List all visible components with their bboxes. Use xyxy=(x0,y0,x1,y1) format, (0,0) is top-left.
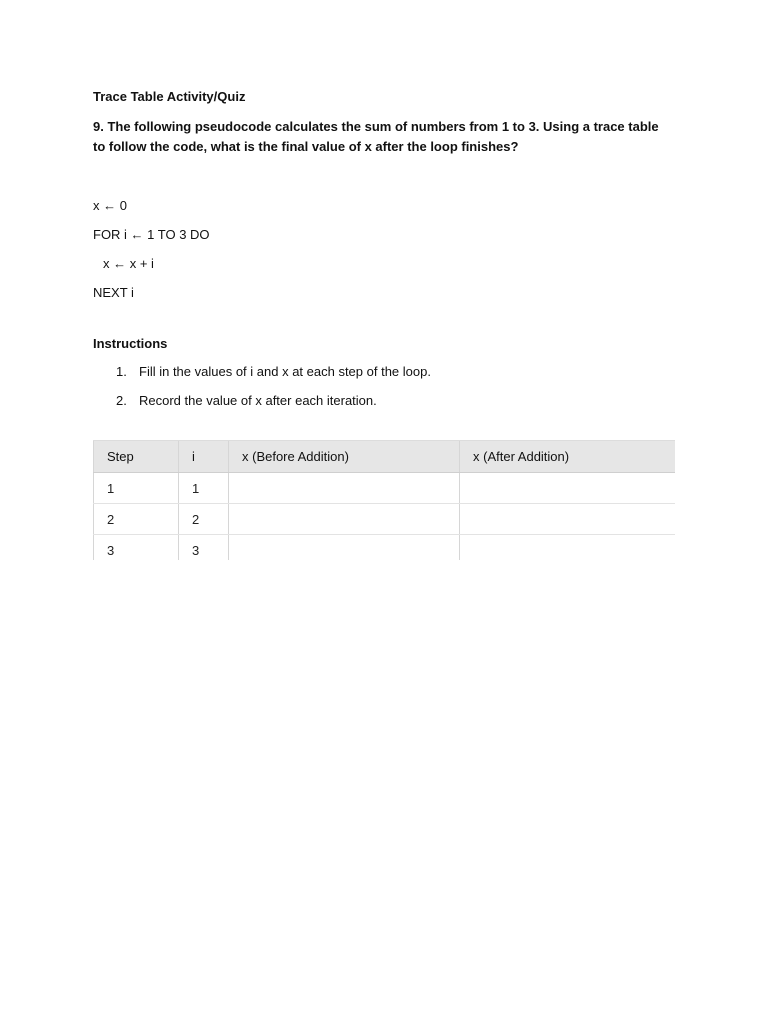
code-line: FOR i ← 1 TO 3 DO xyxy=(93,227,210,242)
table-cell-step: 1 xyxy=(94,473,179,504)
list-number: 2. xyxy=(116,393,127,408)
column-header-i: i xyxy=(179,441,229,473)
table-row xyxy=(94,535,676,561)
table-cell-step: 3 xyxy=(94,535,179,561)
code-line: x ← 0 xyxy=(93,198,127,213)
table-cell-x-before[interactable] xyxy=(229,535,460,561)
table-cell-x-before[interactable] xyxy=(229,473,460,504)
table-cell-i: 2 xyxy=(179,504,229,535)
table-cell-x-before[interactable] xyxy=(229,504,460,535)
trace-table-container xyxy=(93,440,675,560)
question-text: 9. The following pseudocode calculates the sum of numbers from 1 to 3. Using a trace table to follow the code, what is the final value of x after the loop finishes? xyxy=(93,119,659,154)
table-row xyxy=(94,473,676,504)
table-cell-i: 3 xyxy=(179,535,229,561)
list-item xyxy=(116,364,683,393)
code-line: NEXT i xyxy=(93,285,134,300)
column-header-x-before: x (Before Addition) xyxy=(229,441,460,473)
table-cell-x-after[interactable] xyxy=(460,504,676,535)
table-cell-i: 1 xyxy=(179,473,229,504)
list-text: Record the value of x after each iteration. xyxy=(139,393,377,408)
trace-table xyxy=(93,440,675,560)
pseudocode-block xyxy=(93,198,683,314)
list-text: Fill in the values of i and x at each step of the loop. xyxy=(139,364,431,379)
table-cell-x-after[interactable] xyxy=(460,535,676,561)
table-header-row xyxy=(94,441,676,473)
table-cell-x-after[interactable] xyxy=(460,473,676,504)
list-number: 1. xyxy=(116,364,127,379)
document-title: Trace Table Activity/Quiz xyxy=(93,89,246,104)
table-cell-step: 2 xyxy=(94,504,179,535)
list-item xyxy=(116,393,683,422)
instructions-list xyxy=(93,364,683,422)
column-header-x-after: x (After Addition) xyxy=(460,441,676,473)
code-line: x ← x + i xyxy=(103,256,154,271)
table-row xyxy=(94,504,676,535)
column-header-step: Step xyxy=(94,441,179,473)
document-page xyxy=(93,88,683,422)
instructions-heading: Instructions xyxy=(93,336,168,351)
